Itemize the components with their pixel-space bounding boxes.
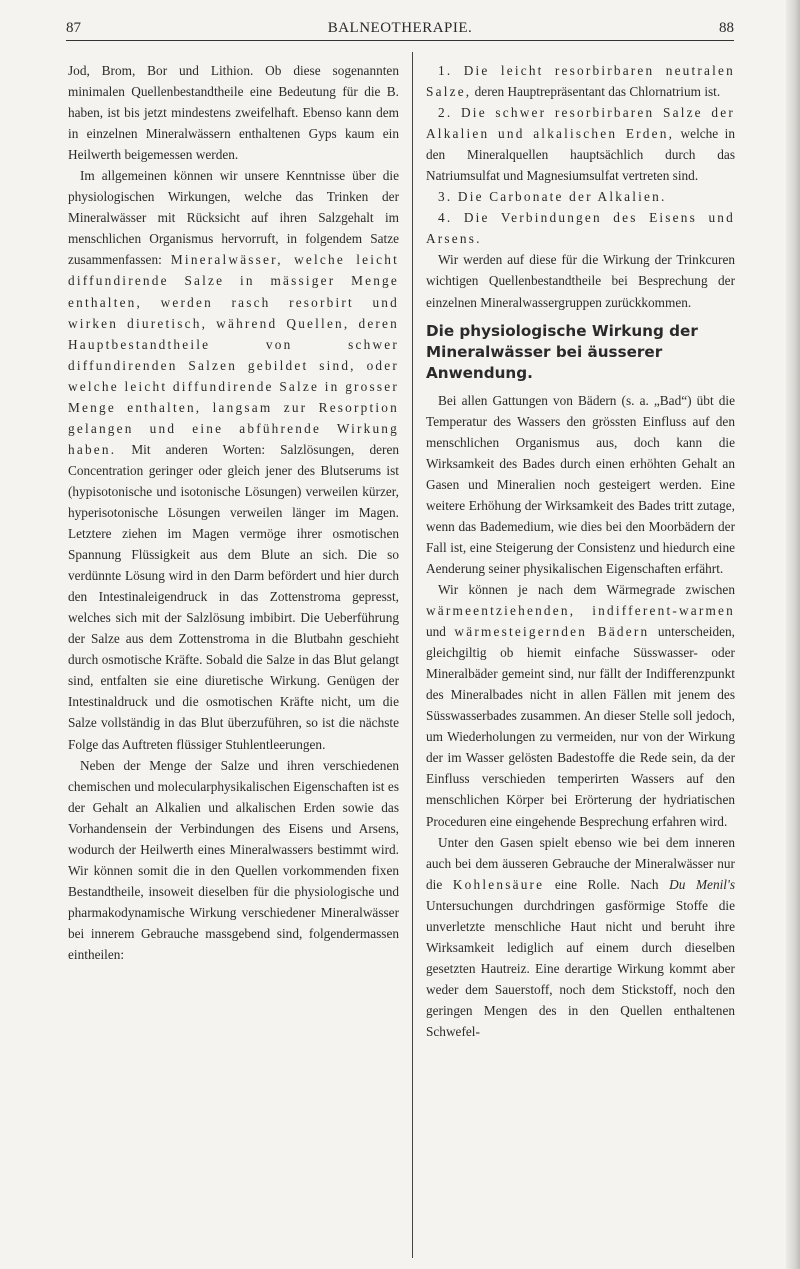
column-divider xyxy=(412,52,413,1258)
author-name: Du Menil's xyxy=(669,876,735,892)
emphasized-text: Kohlensäure xyxy=(452,876,545,892)
emphasized-text: 2. Die schwer resorbirbaren Salze der Alkalien und alkalischen Erden, xyxy=(426,105,735,142)
paragraph xyxy=(426,579,735,832)
section-heading: Die physiologische Wirkung der Mineralwässer bei äusserer Anwendung. xyxy=(426,321,698,382)
right-column xyxy=(426,60,735,1042)
page-number-right: 88 xyxy=(719,20,734,36)
paragraph-text: eine Rolle. Nach xyxy=(544,876,670,892)
emphasized-text: wärmeentziehenden, indifferent-warmen xyxy=(426,603,735,619)
running-header xyxy=(66,14,734,40)
list-item: 4. Die Verbindungen des Eisens und Arsens. xyxy=(426,210,735,247)
paragraph-text: unterscheiden, gleichgiltig ob hiemit einfache Süsswasser- oder Mineralbäder gemeint sind, nur fällt der Indifferenzpunkt des Mineralbades nicht in allen Fällen mit jenem des Süsswasserbades zusammen. An dieser Stelle soll jedoch, um Wiederholungen zu vermeiden, nur von der Wirkung der im Wasser gelösten Badestoffe die Rede sein, da der Einfluss verschieden temperirten Wassers auf den menschlichen Körper bei Erörterung der hydriatischen Proceduren eine eingehende Besprechung erfahren wird. xyxy=(426,624,735,829)
list-item: 3. Die Carbonate der Alkalien. xyxy=(438,189,667,205)
paragraph-text: Mit anderen Worten: Salzlösungen, deren Concentration geringer oder gleich jener des Blutserums ist (hypisotonische und isotonische Lösungen) verweilen kürzer, hyperisotonische Lösungen verweilen länger im Magen. Letztere ziehen im Magen vermöge ihrer osmotischen Spannung Flüssigkeit aus dem Blute an sich. Die so verdünnte Lösung wird in den Darm befördert und hier durch den Intestinaleigendruck in das Zottenstroma gepresst, welches sich mit der Salzlösung imbibirt. Die Ueberführung der Salze aus dem Zottenstroma in die Blutbahn geschieht durch osmotische Kräfte. Sobald die Salze in das Blut gelangt sind, entfalten sie eine diuretische Wirkung. Genügen der Intestinaldruck und die osmotischen Kräfte nicht, um die Salze vollständig in das Blut überzuführen, so ist die nächste Folge das Auftreten flüssiger Stuhlentleerungen. xyxy=(68,441,399,752)
emphasized-text: wärmesteigernden Bädern xyxy=(454,624,650,640)
emphasized-text: 1. Die leicht resorbirbaren neutralen Salze, xyxy=(426,63,735,100)
paragraph: Wir werden auf diese für die Wirkung der Trinkcuren wichtigen Quellenbestandtheile bei Besprechung der einzelnen Mineralwassergruppen zurückkommen. xyxy=(426,252,735,310)
list-item xyxy=(426,102,735,186)
paragraph: Jod, Brom, Bor und Lithion. Ob diese sogenannten minimalen Quellenbestandtheile eine Bedeutung für die B. haben, ist bis jetzt mindestens zweifelhaft. Ebenso kann dem in einzelnen Mineralwässern enthaltenen Gyps kaum ein Heilwerth beigemessen werden. xyxy=(68,63,399,163)
paragraph xyxy=(68,165,399,754)
paragraph: Neben der Menge der Salze und ihren verschiedenen chemischen und molecularphysikalischen Eigenschaften ist es der Gehalt an Alkalien und alkalischen Erden sowie das Vorhandensein der Verbindungen des Eisens und Arsens, wodurch der Heilwerth eines Mineralwassers bestimmt wird. Wir können somit die in den Quellen vorkommenden fixen Bestandtheile, insoweit dieselben für die physiologische und pharmakodynamische Wirkung verschiedener Mineralwässer bei innerem Gebrauche massgebend sind, folgendermassen eintheilen: xyxy=(68,757,399,962)
running-title: BALNEOTHERAPIE. xyxy=(327,20,473,36)
paragraph-text: Wir können je nach dem Wärmegrade zwischen xyxy=(438,581,735,597)
paragraph-text: und xyxy=(426,624,455,640)
header-rule xyxy=(66,40,734,41)
list-item xyxy=(426,60,735,102)
list-item-text: deren Hauptrepräsentant das Chlornatrium ist. xyxy=(471,84,721,100)
page-number-left: 87 xyxy=(66,20,81,36)
left-column xyxy=(68,60,399,965)
paragraph-text: Untersuchungen durchdringen gasförmige Stoffe die unverletzte menschliche Haut nicht und beruht ihre Wirksamkeit lediglich auf einem durch dieselben gesetzten Hautreiz. Eine derartige Wirkung kommt aber weder dem Sauerstoff, noch dem Stickstoff, noch den geringen Mengen des in den Quellen enthaltenen Schwefel- xyxy=(426,897,735,1039)
paragraph-text: Im allgemeinen können wir unsere Kenntnisse über die physiologischen Wirkungen, welche das Trinken der Mineralwässer mit Rücksicht auf ihren Salzgehalt im menschlichen Organismus hervorruft, in folgendem Satze zusammenfassen: xyxy=(68,168,399,268)
list-item-text: welche in den Mineralquellen hauptsächlich durch das Natriumsulfat und Magnesiumsulfat vertreten sind. xyxy=(426,126,735,184)
paragraph xyxy=(426,832,735,1042)
page-edge xyxy=(786,0,800,1269)
paragraph: Bei allen Gattungen von Bädern (s. a. „Bad“) übt die Temperatur des Wassers den grössten Einfluss auf den menschlichen Organismus aus, doch kann die Wirksamkeit des Bades durch einen erhöhten Gehalt an Gasen und Mineralien noch gesteigert werden. Eine weitere Erhöhung der Wirksamkeit des Bades tritt zutage, wenn das Bademedium, wie dies bei den Moorbädern der Fall ist, eine Steigerung der Consistenz und hiedurch eine Aenderung seiner physikalischen Eigenschaften erfährt. xyxy=(426,392,735,576)
paragraph-text: Unter den Gasen spielt ebenso wie bei dem inneren auch bei dem äusseren Gebrauche der Mineralwässer nur die xyxy=(426,834,735,892)
emphasized-text: Mineralwässer, welche leicht diffundirende Salze in mässiger Menge enthalten, werden rasch resorbirt und wirken diuretisch, während Quellen, deren Hauptbestandtheile von schwer diffundirenden Salzen gebildet sind, oder welche leicht diffundirende Salze in grosser Menge enthalten, langsam zur Resorption gelangen und eine abführende Wirkung haben. xyxy=(68,252,399,457)
